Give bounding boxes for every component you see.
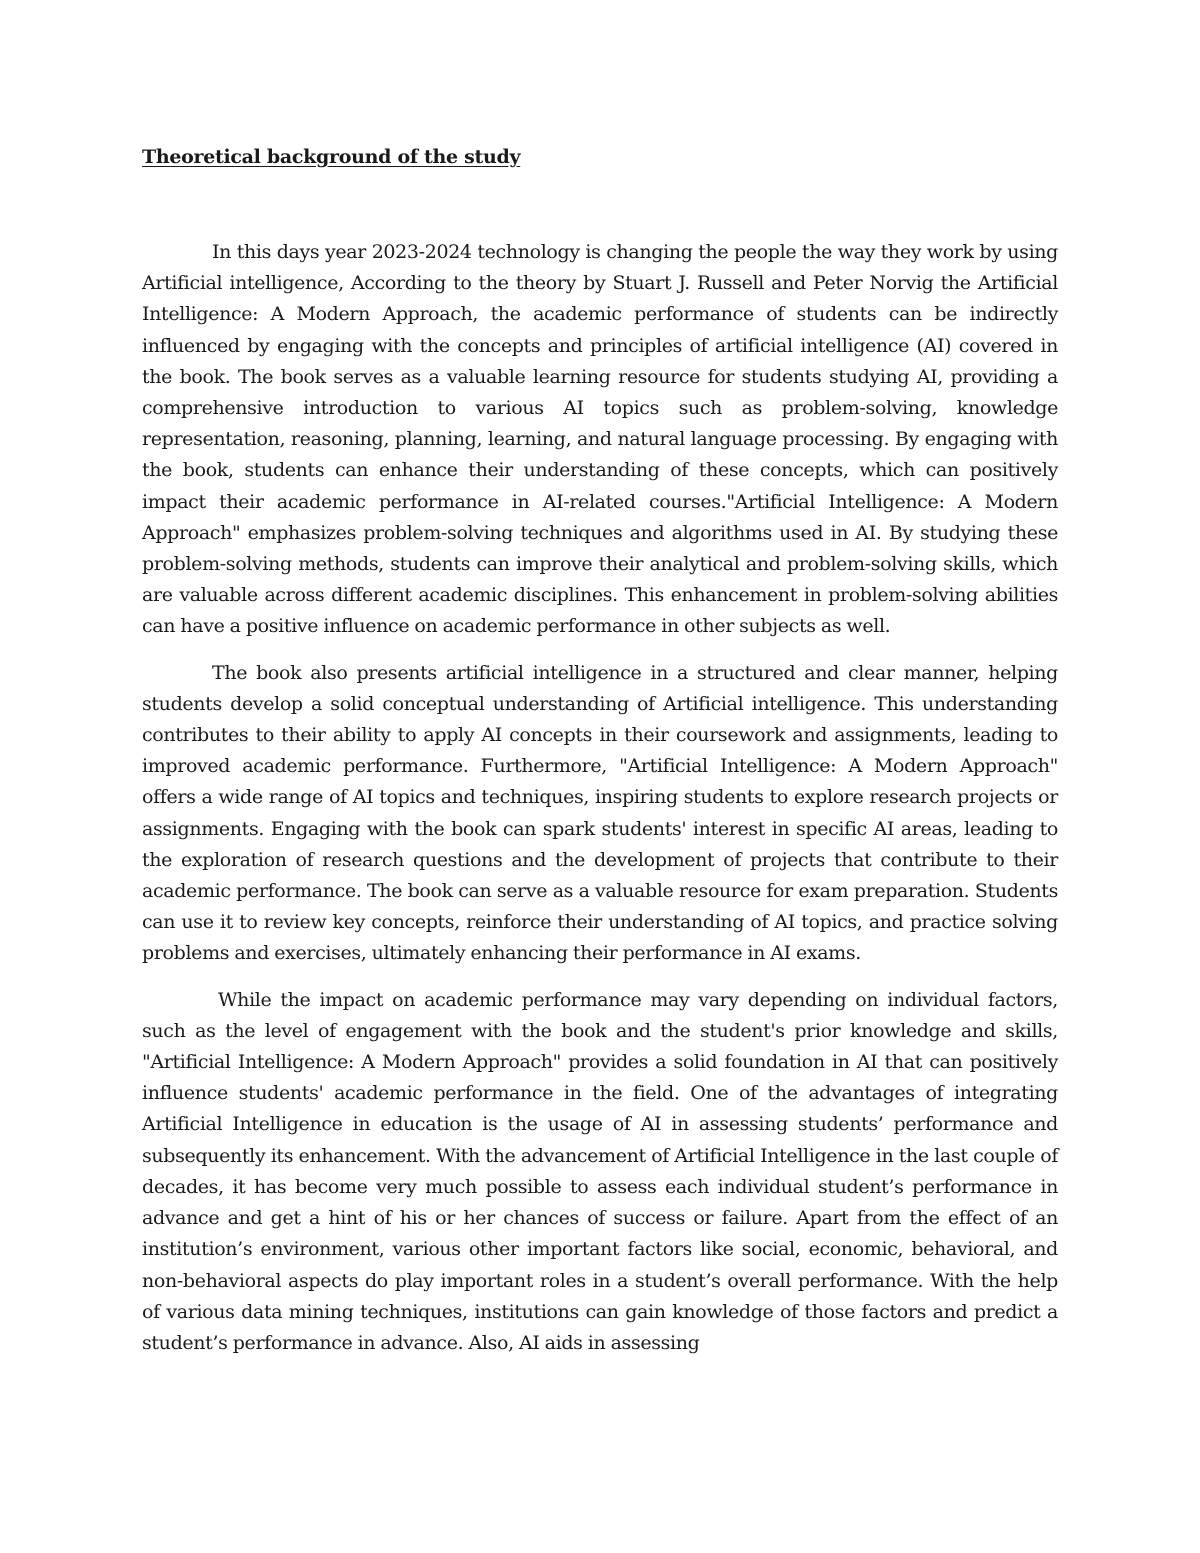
paragraph-1: In this days year 2023-2024 technology is changing the people the way they work by using Artificial intelligence, According to the theory by Stuart J. Russell and Peter Norvig the Artificial Intelligence: A Modern Approach, the academic performance of students can be indirectly influenced by engaging with the concepts and principles of artificial intelligence (AI) covered in the book. The book serves as a valuable learning resource for students studying AI, providing a comprehensive introduction to various AI topics such as problem-solving, knowledge representation, reasoning, planning, learning, and natural language processing. By engaging with the book, students can enhance their understanding of these concepts, which can positively impact their academic performance in AI-related courses."Artificial Intelligence: A Modern Approach" emphasizes problem-solving techniques and algorithms used in AI. By studying these problem-solving methods, students can improve their analytical and problem-solving skills, which are valuable across different academic disciplines. This enhancement in problem-solving abilities can have a positive influence on academic performance in other subjects as well. (142, 241, 1058, 638)
document-heading: Theoretical background of the study (142, 146, 521, 168)
paragraph-2: The book also presents artificial intelligence in a structured and clear manner, helping students develop a solid conceptual understanding of Artificial intelligence. This understanding contributes to their ability to apply AI concepts in their coursework and assignments, leading to improved academic performance. Furthermore, "Artificial Intelligence: A Modern Approach" offers a wide range of AI topics and techniques, inspiring students to explore research projects or assignments. Engaging with the book can spark students' interest in specific AI areas, leading to the exploration of research questions and the development of projects that contribute to their academic performance. The book can serve as a valuable resource for exam preparation. Students can use it to review key concepts, reinforce their understanding of AI topics, and practice solving problems and exercises, ultimately enhancing their performance in AI exams. (142, 661, 1058, 965)
paragraph-3: While the impact on academic performance may vary depending on individual factors, such as the level of engagement with the book and the student's prior knowledge and skills, "Artificial Intelligence: A Modern Approach" provides a solid foundation in AI that can positively influence students' academic performance in the field. One of the advantages of integrating Artificial Intelligence in education is the usage of AI in assessing students’ performance and subsequently its enhancement. With the advancement of Artificial Intelligence in the last couple of decades, it has become very much possible to assess each individual student’s performance in advance and get a hint of his or her chances of success or failure. Apart from the effect of an institution’s environment, various other important factors like social, economic, behavioral, and non-behavioral aspects do play important roles in a student’s overall performance. With the help of various data mining techniques, institutions can gain knowledge of those factors and predict a student’s performance in advance. Also, AI aids in assessing (142, 988, 1058, 1354)
document-page (142, 140, 1058, 1359)
